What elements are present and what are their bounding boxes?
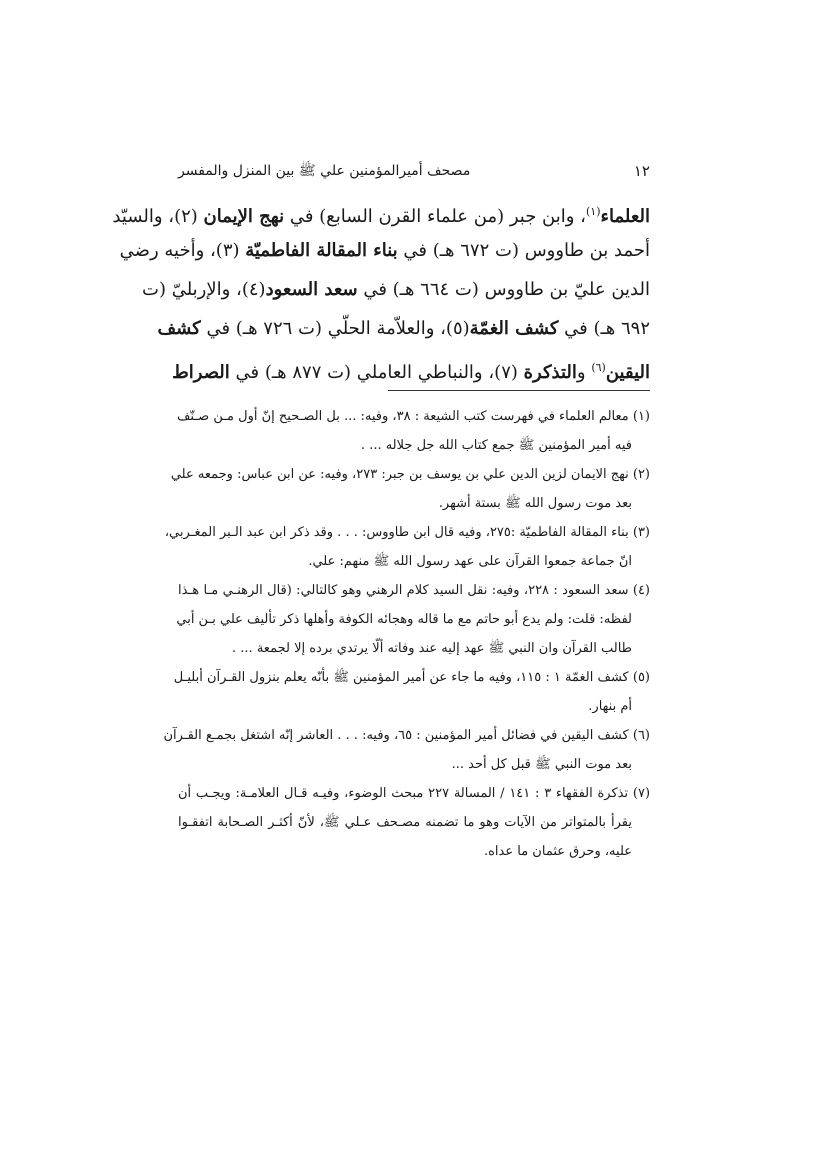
bold-term: بناء المقالة الفاطميّة — [245, 240, 398, 261]
footnote-line: (٢) نهج الايمان لزين الدين علي بن يوسف بن جبر: ٢٧٣، وفيه: عن ابن عباس: وجمعه علي — [170, 467, 650, 482]
footnote-line: انّ جماعة جمعوا القرآن على عهد رسول الله ﷺ منهم: علي. — [308, 554, 632, 569]
footnote-line: لفظه: قلت: ولم يدع أبو حاتم مع ما قاله وهجائه الكوفة وأهلها ذكر تأليف علي بـن أبي — [176, 612, 632, 627]
body-line: العلماء$^{(١)}$، وابن جبر (من علماء القرن السابع) في نهج الإيمان (٢)، والسيّد — [112, 205, 650, 227]
bold-term: العلماء — [600, 206, 650, 227]
main-text — [112, 192, 650, 387]
footnote-line: بعد موت رسول الله ﷺ بستة أشهر. — [438, 496, 632, 511]
footnote-ref: (٦) — [591, 361, 606, 374]
footnote-3 — [164, 518, 650, 576]
footnote-7 — [178, 779, 650, 866]
footnote-ref: (١) — [586, 205, 601, 218]
bold-term: نهج الإيمان — [203, 206, 285, 227]
bold-term: التذكرة — [523, 362, 577, 383]
footnote-6 — [163, 721, 650, 779]
footnotes — [163, 402, 651, 866]
footnote-line: يقرأ بالمتواتر من الآيات وهو ما تضمنه مصـحف عـلي ﷺ، لأنّ أكثـر الصـحابة اتفقـوا — [178, 815, 632, 830]
footnote-line: (٥) كشف الغمّة ١ : ١١٥، وفيه ما جاء عن أمير المؤمنين ﷺ بأنّه يعلم بنزول القـرآن أبليـل — [173, 670, 650, 685]
footnote-line: (٦) كشف اليقين في فضائل أمير المؤمنين : ٦٥، وفيه: . . . العاشر إنّه اشتغل بجمـع القـرآن — [163, 728, 650, 743]
bold-term: الصراط — [172, 362, 230, 383]
body-line: أحمد بن طاووس (ت ٦٧٢ هـ) في بناء المقالة الفاطميّة (٣)، وأخيه رضي — [119, 240, 650, 261]
footnote-separator — [388, 390, 650, 391]
body-line: ٦٩٢ هـ) في كشف الغمّة(٥)، والعلاّمة الحلّي (ت ٧٢٦ هـ) في كشف — [157, 318, 650, 339]
footnote-5 — [173, 663, 650, 721]
footnote-line: (١) معالم العلماء في فهرست كتب الشيعة : ٣٨، وفيه: ... بل الصـحيح إنّ أول مـن صـنّف — [176, 409, 650, 424]
bold-term: اليقين — [605, 362, 650, 383]
page-header — [178, 160, 650, 188]
bold-term: كشف — [157, 318, 201, 339]
running-title: مصحف أميرالمؤمنين علي ﷺ بين المنزل والمفسر — [178, 163, 471, 179]
body-line: اليقين$^{(٦)}$ والتذكرة (٧)، والنباطي العاملي (ت ٨٧٧ هـ) في الصراط — [172, 361, 650, 383]
footnote-line: أم بنهار. — [588, 699, 632, 714]
footnote-line: (٣) بناء المقالة الفاطميّة :٢٧٥، وفيه قال ابن طاووس: . . . وقد ذكر ابن عبد الـبر المغـربي، — [164, 525, 650, 540]
footnote-line: فيه أمير المؤمنين ﷺ جمع كتاب الله جل جلاله ... . — [360, 438, 632, 453]
footnote-2 — [170, 460, 650, 518]
bold-term: سعد السعود — [265, 279, 358, 300]
footnote-line: طالب القرآن وان النبي ﷺ عهد إليه عند وفاته ألّا يرتدي برده إلا لجمعة ... . — [232, 641, 632, 656]
footnote-1 — [178, 402, 650, 460]
footnote-4 — [178, 576, 650, 663]
footnote-line: بعد موت النبي ﷺ قبل كل أحد ... — [451, 757, 632, 772]
bold-term: كشف الغمّة — [469, 318, 559, 339]
body-line: الدين عليّ بن طاووس (ت ٦٦٤ هـ) في سعد السعود(٤)، والإربليّ (ت — [142, 279, 650, 300]
footnote-line: (٧) تذكرة الفقهاء ٣ : ١٤١ / المسالة ٢٢٧ مبحث الوضوء، وفيـه قـال العلامـة: ويجـب أن — [178, 786, 651, 801]
footnote-line: (٤) سعد السعود : ٢٢٨، وفيه: نقل السيد كلام الرهني وهو كالتالي: (قال الرهنـي مـا هـذا — [178, 583, 650, 598]
page-number: ١٢ — [633, 162, 650, 180]
footnote-line: عليه، وحرق عثمان ما عداه. — [483, 844, 632, 859]
